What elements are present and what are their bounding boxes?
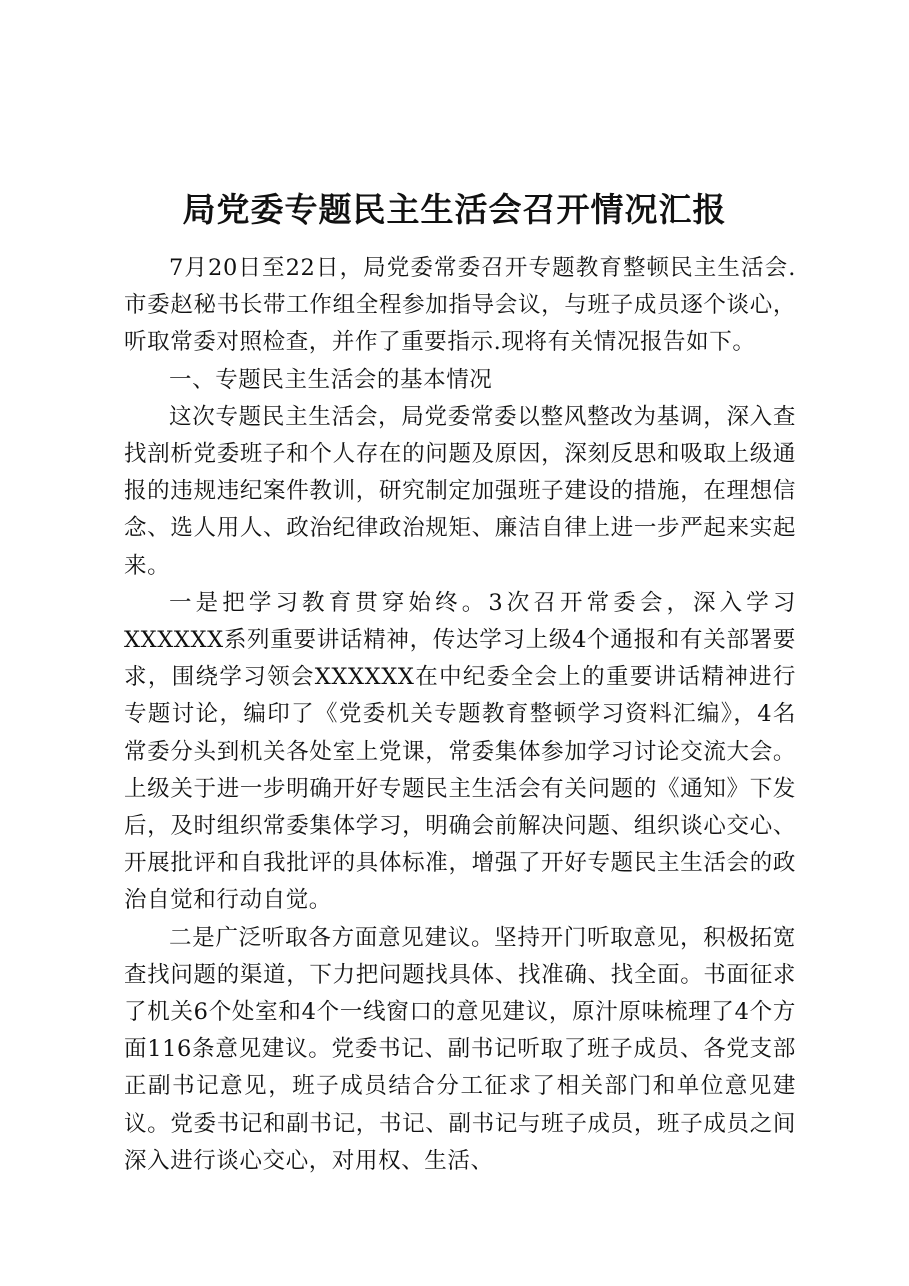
document-title: 局党委专题民主生活会召开情况汇报 bbox=[182, 190, 727, 229]
section-heading: 一、专题民主生活会的基本情况 bbox=[169, 366, 493, 393]
overview-paragraph: 这次专题民主生活会，局党委常委以整风整改为基调，深入查找剖析党委班子和个人存在的问题及原因，深刻反思和吸取上级通报的违规违纪案件教训，研究制定加强班子建设的措施，在理想信念、选人用人、政治纪律政治规矩、廉洁自律上进一步严起来实起来。 bbox=[124, 403, 796, 579]
document-body bbox=[124, 250, 796, 1180]
opinions-paragraph: 二是广泛听取各方面意见建议。坚持开门听取意见，积极拓宽查找问题的渠道，下力把问题找具体、找准确、找全面。书面征求了机关6个处室和4个一线窗口的意见建议，原汁原味梳理了4个方面116条意见建议。党委书记、副书记听取了班子成员、各党支部正副书记意见，班子成员结合分工征求了相关部门和单位意见建议。党委书记和副书记，书记、副书记与班子成员，班子成员之间深入进行谈心交心，对用权、生活、 bbox=[124, 924, 796, 1174]
intro-paragraph: 7月20日至22日，局党委常委召开专题教育整顿民主生活会.市委赵秘书长带工作组全程参加指导会议，与班子成员逐个谈心，听取常委对照检查，并作了重要指示.现将有关情况报告如下。 bbox=[124, 255, 796, 356]
study-paragraph: 一是把学习教育贯穿始终。3次召开常委会，深入学习XXXXXX系列重要讲话精神，传达学习上级4个通报和有关部署要求，围绕学习领会XXXXXX在中纪委全会上的重要讲话精神进行专题讨论，编印了《党委机关专题教育整顿学习资料汇编》，4名常委分头到机关各处室上党课，常委集体参加学习讨论交流大会。上级关于进一步明确开好专题民主生活会有关问题的《通知》下发后，及时组织常委集体学习，明确会前解决问题、组织谈心交心、开展批评和自我批评的具体标准，增强了开好专题民主生活会的政治自觉和行动自觉。 bbox=[124, 589, 796, 914]
